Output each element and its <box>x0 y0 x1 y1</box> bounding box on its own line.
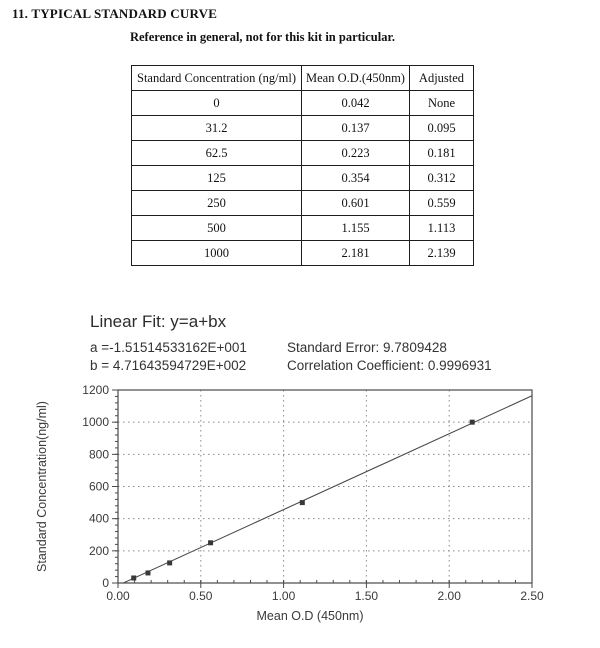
table-header-cell: Adjusted <box>410 66 474 91</box>
standard-error: Standard Error: 9.7809428 <box>287 340 447 355</box>
table-cell: 0.137 <box>302 116 410 141</box>
table-cell: 500 <box>132 216 302 241</box>
y-tick-label: 600 <box>88 479 109 494</box>
x-tick-label: 1.00 <box>271 589 296 603</box>
correlation-coefficient: Correlation Coefficient: 0.9996931 <box>287 358 492 373</box>
table-cell: 1000 <box>132 241 302 266</box>
subtitle: Reference in general, not for this kit in particular. <box>129 30 396 44</box>
y-tick-label: 1000 <box>82 415 109 430</box>
coefficient-b: b = 4.71643594729E+002 <box>90 358 247 373</box>
table-cell: 0.354 <box>302 166 410 191</box>
standard-curve-chart <box>0 378 600 648</box>
table-cell: 62.5 <box>132 141 302 166</box>
table-row <box>132 241 474 266</box>
y-tick-label: 0 <box>102 576 109 590</box>
table-cell: 1.155 <box>302 216 410 241</box>
page-title: 11. TYPICAL STANDARD CURVE <box>12 6 218 21</box>
table-header-row <box>132 66 474 91</box>
table-cell: 0.181 <box>410 141 474 166</box>
table-row <box>132 141 474 166</box>
table-cell: 31.2 <box>132 116 302 141</box>
plot-border <box>118 390 532 583</box>
y-tick-label: 1200 <box>82 383 109 397</box>
table-row <box>132 216 474 241</box>
y-tick-label: 200 <box>88 543 109 558</box>
table-cell: 125 <box>132 166 302 191</box>
linear-fit-title: Linear Fit: y=a+bx <box>90 312 227 331</box>
table-cell: 0.042 <box>302 91 410 116</box>
table-cell: 0.559 <box>410 191 474 216</box>
data-point <box>145 570 150 575</box>
table-cell: 0.095 <box>410 116 474 141</box>
data-point <box>167 560 172 565</box>
x-tick-label: 2.50 <box>520 589 544 603</box>
x-tick-label: 0.50 <box>189 589 213 603</box>
table-cell: 2.139 <box>410 241 474 266</box>
table-row <box>132 91 474 116</box>
table-row <box>132 191 474 216</box>
table-cell: 2.181 <box>302 241 410 266</box>
table-row <box>132 116 474 141</box>
table-cell: 0.223 <box>302 141 410 166</box>
table-cell: 1.113 <box>410 216 474 241</box>
table-cell: 250 <box>132 191 302 216</box>
y-tick-label: 400 <box>88 511 109 526</box>
x-axis-title: Mean O.D (450nm) <box>256 609 364 623</box>
table-header-cell: Standard Concentration (ng/ml) <box>132 66 302 91</box>
table-cell: 0 <box>132 91 302 116</box>
standards-table <box>131 65 474 266</box>
x-tick-label: 2.00 <box>437 589 461 603</box>
x-tick-label: 0.00 <box>106 589 130 603</box>
table-cell: None <box>410 91 474 116</box>
x-tick-label: 1.50 <box>354 589 379 603</box>
data-point <box>300 500 305 505</box>
table-header-cell: Mean O.D.(450nm) <box>302 66 410 91</box>
data-point <box>208 540 213 545</box>
y-axis-title: Standard Concentration(ng/ml) <box>35 401 49 572</box>
data-point <box>470 420 475 425</box>
table-cell: 0.601 <box>302 191 410 216</box>
data-point <box>131 575 136 580</box>
coefficient-a: a =-1.51514533162E+001 <box>90 340 247 355</box>
y-tick-label: 800 <box>88 447 109 462</box>
table-cell: 0.312 <box>410 166 474 191</box>
table-row <box>132 166 474 191</box>
